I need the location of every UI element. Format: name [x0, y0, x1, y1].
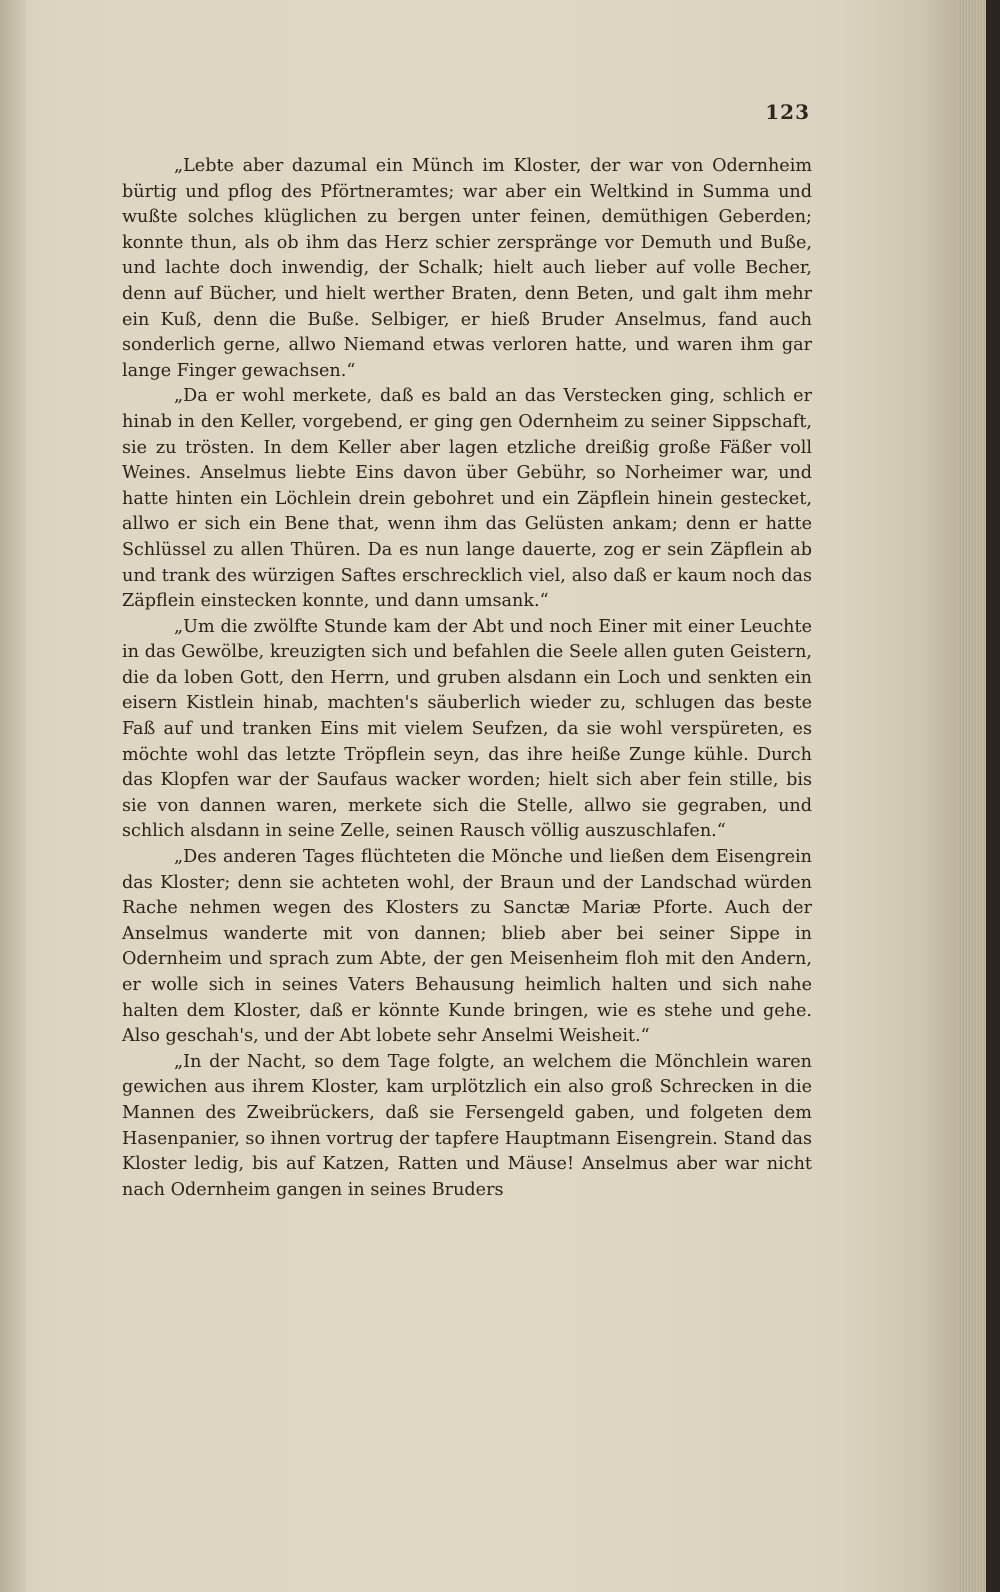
- paragraph-3: „Um die zwölfte Stunde kam der Abt und noch Einer mit einer Leuchte in das Gewölbe, kreuzigten sich und befahlen die Seele allen guten Geistern, die da loben Gott, den Herrn, und gruben alsdann ein Loch und senkten ein eisern Kistlein hinab, machten's säuberlich wieder zu, schlugen das beste Faß auf und tranken Eins mit vielem Seufzen, da sie wohl verspüreten, es möchte wohl das letzte Tröpflein seyn, das ihre heiße Zunge kühle. Durch das Klopfen war der Saufaus wacker worden; hielt sich aber fein stille, bis sie von dannen waren, merkete sich die Stelle, allwo sie gegraben, und schlich alsdann in seine Zelle, seinen Rausch völlig auszuschlafen.“: [122, 616, 812, 842]
- page-gutter: [0, 0, 26, 1592]
- book-cover-edge: [986, 0, 1000, 1592]
- paragraph-5: „In der Nacht, so dem Tage folgte, an welchem die Mönchlein waren gewichen aus ihrem Kloster, kam urplötzlich ein also groß Schrecken in die Mannen des Zweibrückers, daß sie Fersengeld gaben, und folgeten dem Hasenpanier, so ihnen vortrug der tapfere Hauptmann Eisengrein. Stand das Kloster ledig, bis auf Katzen, Ratten und Mäuse! Anselmus aber war nicht nach Odernheim gangen in seines Bruders: [122, 1051, 812, 1200]
- paragraph-1: „Lebte aber dazumal ein Münch im Kloster, der war von Odernheim bürtig und pflog des Pförtneramtes; war aber ein Weltkind in Summa und wußte solches klüglichen zu bergen unter feinen, demüthigen Geberden; konnte thun, als ob ihm das Herz schier zerspränge vor Demuth und Buße, und lachte doch inwendig, der Schalk; hielt auch lieber auf volle Becher, denn auf Bücher, und hielt werther Braten, denn Beten, und galt ihm mehr ein Kuß, denn die Buße. Selbiger, er hieß Bruder Anselmus, fand auch sonderlich gerne, allwo Niemand etwas verloren hatte, und waren ihm gar lange Finger gewachsen.“: [122, 156, 812, 381]
- paragraph-4: „Des anderen Tages flüchteten die Mönche und ließen dem Eisengrein das Kloster; denn sie achteten wohl, der Braun und der Landschad würden Rache nehmen wegen des Klosters zu Sanctæ Mariæ Pforte. Auch der Anselmus wanderte mit von dannen; blieb aber bei seiner Sippe in Odernheim und sprach zum Abte, der gen Meisenheim floh mit den Andern, er wolle sich in seines Vaters Behausung heimlich halten und sich nahe halten dem Kloster, daß er könnte Kunde bringen, wie es stehe und gehe. Also geschah's, und der Abt lobete sehr Anselmi Weisheit.“: [122, 847, 812, 1047]
- body-text: [122, 154, 812, 1203]
- paragraph-2: „Da er wohl merkete, daß es bald an das Verstecken ging, schlich er hinab in den Keller, vorgebend, er ging gen Odernheim zu seiner Sippschaft, sie zu trösten. In dem Keller aber lagen etzliche dreißig große Fäßer voll Weines. Anselmus liebte Eins davon über Gebühr, so Norheimer war, und hatte hinten ein Löchlein drein gebohret und ein Zäpflein hinein gestecket, allwo er sich ein Bene that, wenn ihm das Gelüsten ankam; denn er hatte Schlüssel zu allen Thüren. Da es nun lange dauerte, zog er sein Zäpflein ab und trank des würzigen Saftes erschrecklich viel, also daß er kaum noch das Zäpflein einstecken konnte, und dann umsank.“: [122, 386, 812, 612]
- page-number: 123: [765, 100, 810, 124]
